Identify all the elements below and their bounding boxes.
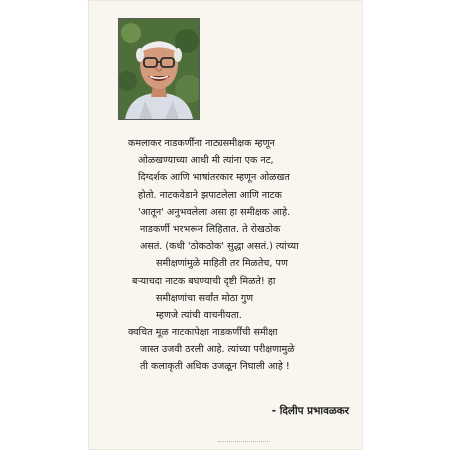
blurb-line: कमलाकर नाडकर्णींना नाट्यसमीक्षक म्हणून — [128, 138, 275, 149]
blurb-line: ती कलाकृती अधिक उजळून निघाली आहे ! — [140, 361, 290, 373]
blurb-line: होतो. नाटकवेडाने झपाटलेला आणि नाटक — [138, 189, 282, 201]
author-portrait-image — [119, 19, 199, 119]
blurb-line: म्हणजे त्यांची वाचनीयता. — [156, 309, 242, 321]
blurb-line: 'आतून' अनुभवलेला असा हा समीक्षक आहे. — [138, 206, 291, 218]
blurb-line: बऱ्याचदा नाटक बघण्याची दृष्टी मिळते! हा — [132, 275, 276, 287]
blurb-text — [96, 135, 358, 376]
footer-mark — [218, 441, 270, 447]
author-photo — [118, 18, 200, 120]
blurb-line: क्वचित मूळ नाटकापेक्षा नाडकर्णींची समीक्षा — [128, 327, 278, 339]
blurb-line: समीक्षणांचा सर्वांत मोठा गुण — [156, 292, 254, 304]
blurb-line: नाडकर्णी भरभरून लिहितात. ते रोखठोक — [140, 223, 281, 235]
blurb-line: ओळखण्याच्या आधी मी त्यांना एक नट, — [138, 155, 274, 167]
blurb-line: असतं. (कधी 'ठोकठोक' सुद्धा असतं.) त्यांच्या — [140, 241, 299, 253]
back-cover-page — [88, 0, 363, 450]
blurb-line: जास्त उजवी ठरली आहे. त्यांच्या परीक्षणामुळे — [140, 344, 295, 356]
signature: - दिलीप प्रभावळकर — [271, 405, 349, 417]
blurb-line: दिग्दर्शक आणि भाषांतरकार म्हणून ओळखत — [138, 172, 290, 184]
blurb-line: समीक्षणांमुळे माहिती तर मिळतेच, पण — [156, 258, 288, 270]
